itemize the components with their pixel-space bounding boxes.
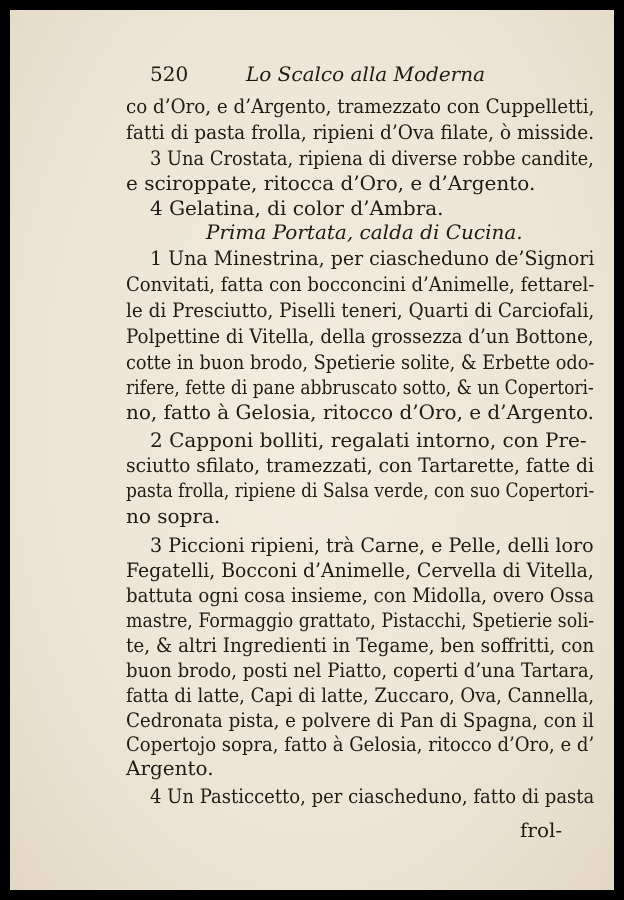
text-line: no sopra. (126, 504, 221, 528)
text-line: fatti di pasta frolla, ripieni d’Ova filate, ò misside. (126, 120, 595, 144)
text-line: buon brodo, posti nel Piatto, coperti d’una Tartara, (126, 658, 595, 682)
book-page (10, 10, 614, 890)
text-line: fatta di latte, Capi di latte, Zuccaro, Ova, Cannella, (126, 683, 595, 707)
running-title: Lo Scalco alla Moderna (246, 62, 486, 86)
text-line: 4 Un Pasticcetto, per ciascheduno, fatto di pasta (150, 784, 595, 808)
text-line: 1 Una Minestrina, per ciascheduno de’Signori (150, 246, 595, 270)
page-number: 520 (150, 62, 189, 86)
text-line: co d’Oro, e d’Argento, tramezzato con Cuppelletti, (126, 94, 595, 118)
text-line: Convitati, fatta con bocconcini d’Animelle, fettarel- (126, 272, 595, 296)
text-line: Copertojo sopra, fatto à Gelosia, ritocco d’Oro, e d’ (126, 732, 595, 756)
text-line: Argento. (126, 756, 214, 780)
text-line: 3 Piccioni ripieni, trà Carne, e Pelle, delli loro (150, 533, 594, 557)
text-line: e sciroppate, ritocca d’Oro, e d’Argento. (126, 171, 536, 195)
text-line: pasta frolla, ripiene di Salsa verde, con suo Copertori- (126, 478, 595, 502)
text-line: 4 Gelatina, di color d’Ambra. (150, 196, 444, 220)
text-line: rifere, fette di pane abbruscato sotto, & un Copertori- (126, 375, 594, 399)
text-line: cotte in buon brodo, Spetierie solite, & Erbette odo- (126, 350, 595, 374)
text-line: Cedronata pista, e polvere di Pan di Spagna, con il (126, 708, 594, 732)
section-heading: Prima Portata, calda di Cucina. (206, 220, 523, 244)
text-line: mastre, Formaggio grattato, Pistacchi, Spetierie soli- (126, 608, 595, 632)
text-line: 3 Una Crostata, ripiena di diverse robbe candite, (150, 146, 594, 170)
text-line: Fegatelli, Bocconi d’Animelle, Cervella di Vitella, (126, 558, 594, 582)
text-line: no, fatto à Gelosia, ritocco d’Oro, e d’Argento. (126, 400, 594, 424)
text-line: 2 Capponi bolliti, regalati intorno, con Pre- (150, 428, 587, 452)
text-line: le di Presciutto, Piselli teneri, Quarti di Carciofali, (126, 298, 595, 322)
text-line: battuta ogni cosa insieme, con Midolla, overo Ossa (126, 583, 595, 607)
catchword: frol- (520, 818, 563, 842)
text-line: sciutto sfilato, tramezzati, con Tartarette, fatte di (126, 453, 594, 477)
text-line: Polpettine di Vitella, della grossezza d’un Bottone, (126, 324, 594, 348)
text-line: te, & altri Ingredienti in Tegame, ben soffritti, con (126, 633, 595, 657)
